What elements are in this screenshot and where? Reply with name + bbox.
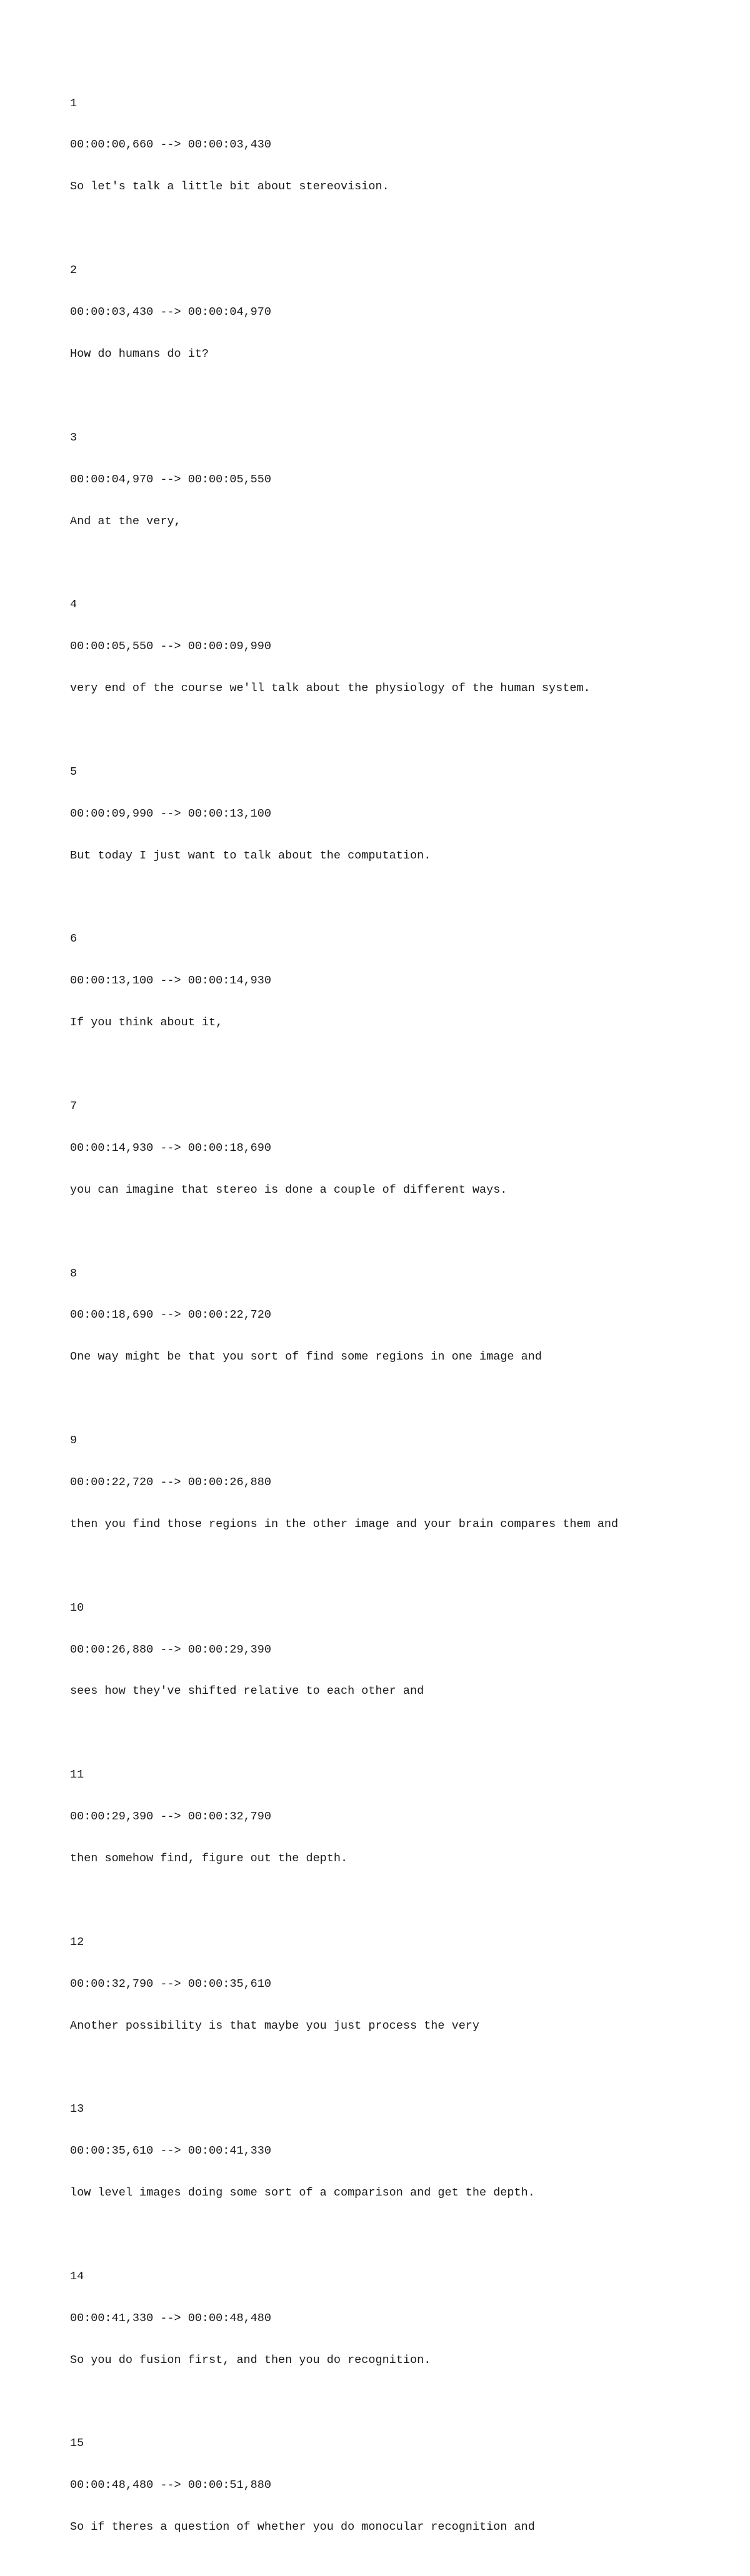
cue-text: sees how they've shifted relative to each other and <box>70 1684 424 1698</box>
cue-text: Another possibility is that maybe you just process the very <box>70 2019 480 2032</box>
cue-timecode: 00:00:26,880 --> 00:00:29,390 <box>70 1643 271 1656</box>
subtitle-cue <box>70 1573 732 1726</box>
cue-text: And at the very, <box>70 514 181 528</box>
cue-text: low level images doing some sort of a comparison and get the depth. <box>70 2186 535 2200</box>
cue-index: 14 <box>70 2269 84 2283</box>
subtitle-cue <box>70 1072 732 1225</box>
cue-text: then somehow find, figure out the depth. <box>70 1852 348 1865</box>
cue-timecode: 00:00:48,480 --> 00:00:51,880 <box>70 2479 271 2492</box>
cue-index: 15 <box>70 2437 84 2450</box>
cue-text: If you think about it, <box>70 1016 223 1030</box>
cue-timecode: 00:00:41,330 --> 00:00:48,480 <box>70 2311 271 2325</box>
cue-timecode: 00:00:32,790 --> 00:00:35,610 <box>70 1977 271 1991</box>
cue-text: you can imagine that stereo is done a couple of different ways. <box>70 1183 508 1196</box>
cue-timecode: 00:00:22,720 --> 00:00:26,880 <box>70 1475 271 1489</box>
cue-timecode: 00:00:03,430 --> 00:00:04,970 <box>70 306 271 319</box>
subtitle-cue <box>70 570 732 724</box>
cue-timecode: 00:00:00,660 --> 00:00:03,430 <box>70 138 271 152</box>
cue-index: 6 <box>70 932 78 946</box>
cue-index: 8 <box>70 1266 78 1280</box>
cue-text: But today I just want to talk about the computation. <box>70 848 431 862</box>
subtitle-cue <box>70 403 732 556</box>
cue-timecode: 00:00:29,390 --> 00:00:32,790 <box>70 1810 271 1824</box>
cue-timecode: 00:00:04,970 --> 00:00:05,550 <box>70 472 271 486</box>
cue-timecode: 00:00:09,990 --> 00:00:13,100 <box>70 807 271 820</box>
cue-text: One way might be that you sort of find some regions in one image and <box>70 1350 542 1364</box>
cue-index: 9 <box>70 1434 78 1448</box>
cue-index: 11 <box>70 1768 84 1782</box>
subtitle-cue <box>70 1406 732 1559</box>
subtitle-cue <box>70 905 732 1058</box>
subtitle-cue-list <box>70 69 732 2576</box>
cue-index: 10 <box>70 1601 84 1614</box>
cue-index: 12 <box>70 1935 84 1949</box>
cue-text: So you do fusion first, and then you do recognition. <box>70 2353 431 2367</box>
cue-text: then you find those regions in the other image and your brain compares them and <box>70 1517 619 1531</box>
subtitle-cue <box>70 69 732 222</box>
cue-timecode: 00:00:13,100 --> 00:00:14,930 <box>70 974 271 988</box>
subtitle-cue <box>70 236 732 389</box>
subtitle-cue <box>70 1907 732 2061</box>
subtitle-cue <box>70 1741 732 1894</box>
cue-index: 1 <box>70 96 78 110</box>
subtitle-cue <box>70 737 732 890</box>
cue-text: So if theres a question of whether you do monocular recognition and <box>70 2520 535 2534</box>
cue-timecode: 00:00:35,610 --> 00:00:41,330 <box>70 2144 271 2158</box>
cue-index: 2 <box>70 264 78 277</box>
subtitle-cue <box>70 2075 732 2228</box>
subtitle-cue <box>70 2242 732 2395</box>
subtitle-cue <box>70 2409 732 2562</box>
cue-timecode: 00:00:18,690 --> 00:00:22,720 <box>70 1308 271 1322</box>
cue-index: 7 <box>70 1099 78 1113</box>
cue-text: So let's talk a little bit about stereovision. <box>70 180 389 194</box>
cue-timecode: 00:00:14,930 --> 00:00:18,690 <box>70 1141 271 1155</box>
cue-text: How do humans do it? <box>70 347 209 361</box>
cue-text: very end of the course we'll talk about the physiology of the human system. <box>70 682 591 695</box>
subtitle-cue <box>70 1239 732 1392</box>
cue-index: 4 <box>70 598 78 612</box>
cue-index: 5 <box>70 765 78 778</box>
cue-index: 3 <box>70 430 78 444</box>
cue-timecode: 00:00:05,550 --> 00:00:09,990 <box>70 640 271 654</box>
cue-index: 13 <box>70 2102 84 2116</box>
